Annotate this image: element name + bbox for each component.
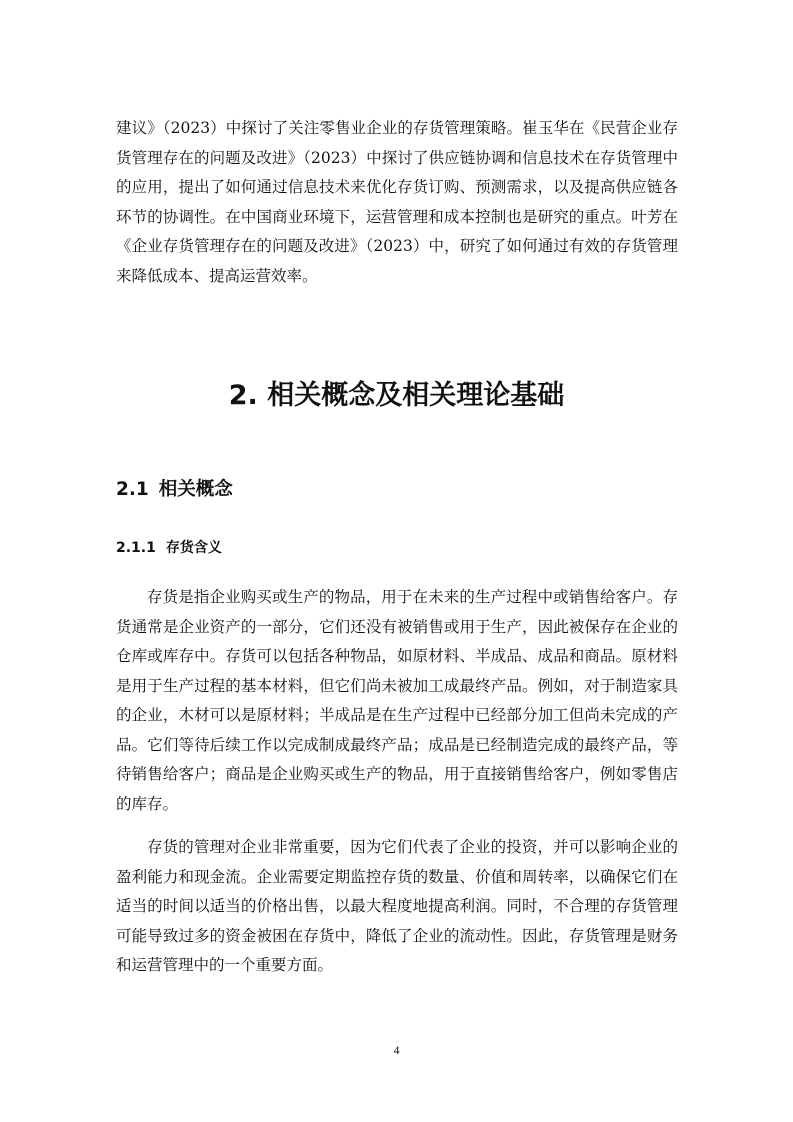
chapter-title: 2. 相关概念及相关理论基础 (228, 380, 565, 411)
subsection-heading (116, 536, 222, 560)
page-number: 4 (393, 1043, 400, 1057)
management-paragraph: 存货的管理对企业非常重要，因为它们代表了企业的投资，并可以影响企业的盈利能力和现金流。企业需要定期监控存货的数量、价值和周转率，以确保它们在适当的时间以适当的价格出售，以最大程度地提高利润。同时，不合理的存货管理可能导致过多的资金被困在存货中，降低了企业的流动性。因此，存货管理是财务和运营管理中的一个重要方面。 (116, 838, 678, 974)
subsection-title: 存货含义 (165, 540, 222, 556)
definition-paragraph: 存货是指企业购买或生产的物品，用于在未来的生产过程中或销售给客户。存货通常是企业资产的一部分，它们还没有被销售或用于生产，因此被保存在企业的仓库或库存中。存货可以包括各种物品，如原材料、半成品、成品和商品。原材料是用于生产过程的基本材料，但它们尚未被加工成最终产品。例如，对于制造家具的企业，木材可以是原材料；半成品是在生产过程中已经部分加工但尚未完成的产品。它们等待后续工作以完成制成最终产品；成品是已经制造完成的最终产品，等待销售给客户；商品是企业购买或生产的物品，用于直接销售给客户，例如零售店的库存。 (116, 588, 678, 813)
intro-paragraph: 建议》（2023）中探讨了关注零售业企业的存货管理策略。崔玉华在《民营企业存货管理存在的问题及改进》（2023）中探讨了供应链协调和信息技术在存货管理中的应用，提出了如何通过信息技术来优化存货订购、预测需求，以及提高供应链各环节的协调性。在中国商业环境下，运营管理和成本控制也是研究的重点。叶芳在《企业存货管理存在的问题及改进》（2023）中，研究了如何通过有效的存货管理来降低成本、提高运营效率。 (116, 119, 678, 285)
section-title: 相关概念 (158, 479, 233, 500)
section-heading (116, 476, 233, 504)
subsection-number: 2.1.1 (116, 540, 156, 556)
section-number: 2.1 (116, 479, 149, 500)
